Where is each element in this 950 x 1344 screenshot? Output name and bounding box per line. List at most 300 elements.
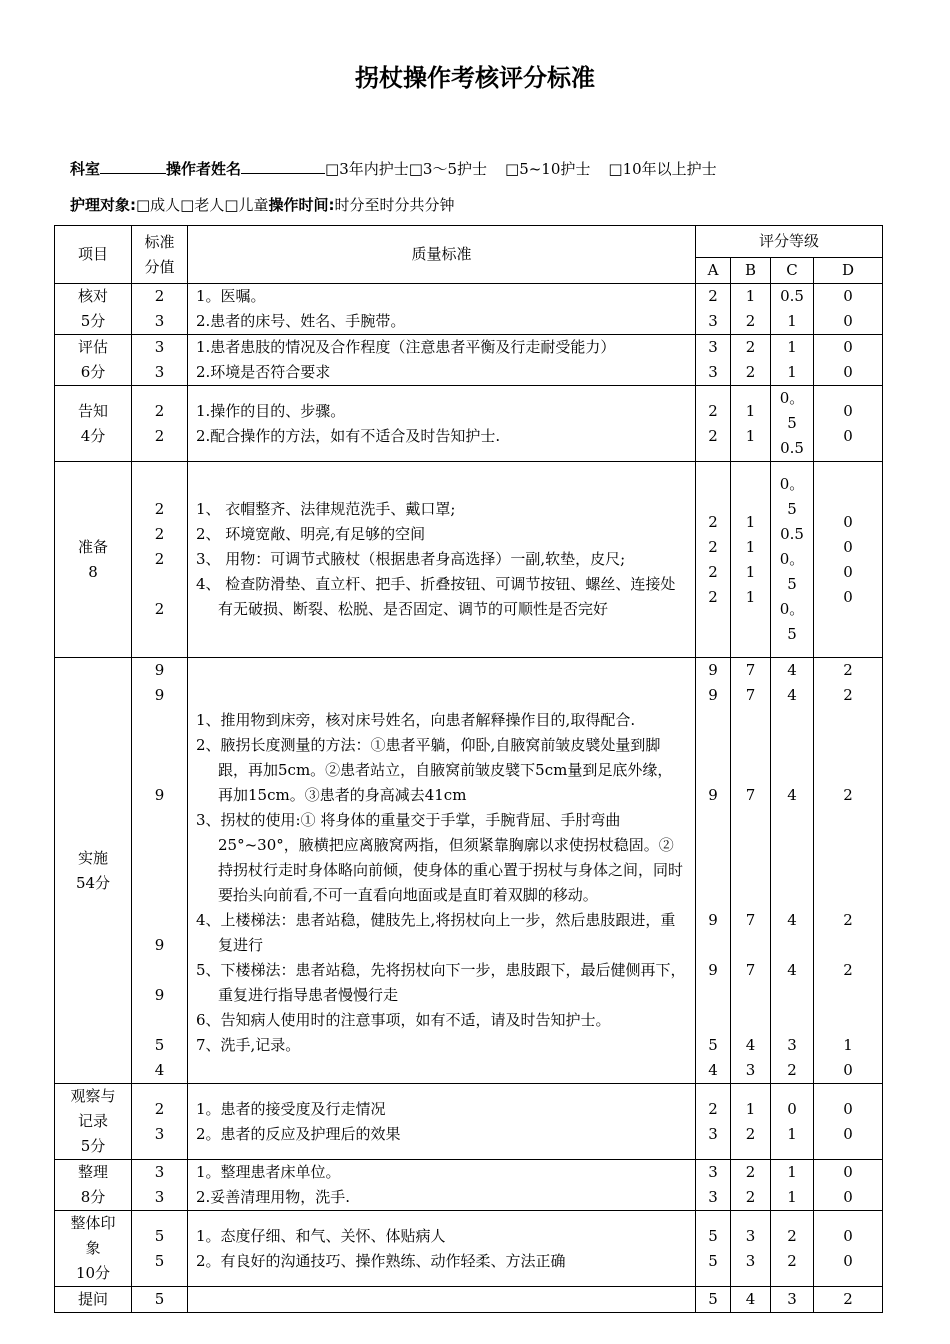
std-score-cell-line <box>132 858 187 883</box>
grade-c-cell <box>771 1287 814 1313</box>
quality-cell <box>188 1211 696 1287</box>
grade-c-cell-line: 1 <box>787 338 797 356</box>
grade-b-cell <box>731 658 771 1084</box>
item-cell <box>55 284 132 335</box>
grade-b-cell-line: 7 <box>745 961 756 979</box>
grade-d-cell-line <box>814 808 882 833</box>
header-level-b: B <box>731 258 771 284</box>
grade-d-cell <box>814 1084 883 1160</box>
grade-c-cell-line: 5 <box>787 625 797 643</box>
grade-d-cell-line: 0 <box>843 401 853 420</box>
std-score-cell-line: 5 <box>154 1036 165 1054</box>
quality-cell-line: 3、拐杖的使用:① 将身体的重量交于手掌，手腕背屈、手肘弯曲25°~30°，腋横把应离腋窝两指，但须紧靠胸廓以求使拐杖稳固。②持拐杖行走时身体略向前倾，使身体的重心置于拐杖与身体之间，同时要抬头向前看,不可一直看向地面或是直盯着双脚的移动。 <box>196 811 684 904</box>
grade-b-cell <box>731 1084 771 1160</box>
table-body <box>55 284 883 1313</box>
header-level-c: C <box>771 258 814 284</box>
grade-d-cell <box>814 658 883 1084</box>
grade-a-cell-line: 3 <box>708 312 718 330</box>
grade-a-cell-line <box>696 733 730 758</box>
std-score-cell <box>132 658 188 1084</box>
grade-b-cell-line: 1 <box>745 512 756 531</box>
item-cell-line: 核对 <box>77 287 108 305</box>
grade-d-cell <box>814 335 883 386</box>
quality-cell <box>188 1160 696 1211</box>
time-text: 时分至时分共分钟 <box>334 196 455 214</box>
grade-b-cell-line: 3 <box>745 1226 756 1245</box>
std-score-cell <box>132 1160 188 1211</box>
grade-a-cell-line: 3 <box>708 363 718 381</box>
quality-cell-line: 1、 衣帽整齐、法律规范洗手、戴口罩; <box>196 500 456 518</box>
grade-c-cell-line: 5 <box>787 414 797 432</box>
grade-a-cell-line: 3 <box>708 1124 718 1143</box>
item-cell-line: 8分 <box>80 1188 106 1206</box>
grade-c-cell-line: 1 <box>787 1124 797 1143</box>
dept-label: 科室 <box>70 160 101 178</box>
operator-label: 操作者姓名 <box>166 160 242 178</box>
std-score-cell-line: 3 <box>154 338 165 356</box>
grade-d-cell-line <box>814 858 882 883</box>
quality-cell-line: 1。患者的接受度及行走情况 <box>196 1099 386 1118</box>
std-score-cell-line: 5 <box>154 1290 165 1308</box>
grade-d-cell-line: 0 <box>843 1251 853 1270</box>
grade-a-cell-line: 9 <box>708 786 718 804</box>
grade-c-cell <box>771 1211 814 1287</box>
grade-b-cell-line <box>731 883 770 908</box>
std-score-cell-line: 3 <box>154 363 165 381</box>
std-score-cell-line: 2 <box>154 500 165 518</box>
grade-a-cell-line <box>696 983 730 1008</box>
quality-cell <box>188 658 696 1084</box>
grade-a-cell-line: 9 <box>708 686 718 704</box>
grade-a-cell <box>696 1287 731 1313</box>
grade-d-cell-line: 0 <box>843 363 853 381</box>
grade-d-cell-line <box>814 933 882 958</box>
grade-a-cell-line: 9 <box>708 911 718 929</box>
table-row <box>55 1160 883 1211</box>
grade-d-cell-line: 2 <box>843 661 853 679</box>
grade-a-cell-line: 9 <box>708 661 718 679</box>
quality-cell-line: 1.患者患肢的情况及合作程度（注意患者平衡及行走耐受能力） <box>196 338 616 356</box>
grade-d-cell-line <box>814 708 882 733</box>
grade-c-cell-line: 0。 <box>779 389 805 407</box>
score-table <box>54 225 883 1313</box>
grade-d-cell-line: 0 <box>843 1163 853 1181</box>
std-score-cell-line: 2 <box>154 426 165 445</box>
grade-a-cell-line <box>696 833 730 858</box>
grade-b-cell-line <box>731 1008 770 1033</box>
grade-d-cell-line: 1 <box>843 1036 853 1054</box>
grade-a-cell <box>696 658 731 1084</box>
grade-d-cell-line: 2 <box>843 961 853 979</box>
quality-cell <box>188 335 696 386</box>
option-2[interactable]: □5~10护士 <box>505 160 591 178</box>
grade-d-cell-line <box>814 1008 882 1033</box>
grade-d-cell-line: 0 <box>843 1099 853 1118</box>
grade-c-cell-line <box>771 758 813 783</box>
quality-cell-line: 1。医嘱。 <box>196 287 266 305</box>
grade-b-cell-line: 2 <box>745 1124 756 1143</box>
item-cell-line: 整体印 <box>70 1214 116 1232</box>
grade-b-cell <box>731 1287 771 1313</box>
quality-cell-line <box>196 1287 687 1312</box>
table-row <box>55 658 883 1084</box>
quality-cell-line: 7、洗手,记录。 <box>196 1036 301 1054</box>
grade-a-cell <box>696 1211 731 1287</box>
grade-b-cell-line: 1 <box>745 401 756 420</box>
grade-c-cell-line: 1 <box>787 1163 797 1181</box>
grade-a-cell <box>696 1160 731 1211</box>
std-score-cell-line <box>132 572 187 597</box>
grade-c-cell-line <box>771 933 813 958</box>
header-grade: 评分等级 <box>696 226 883 258</box>
grade-b-cell-line: 1 <box>745 1099 756 1118</box>
item-cell <box>55 1211 132 1287</box>
std-score-cell-line: 9 <box>154 661 165 679</box>
option-3[interactable]: □10年以上护士 <box>608 160 717 178</box>
grade-a-cell <box>696 335 731 386</box>
grade-c-cell-line: 3 <box>787 1290 797 1308</box>
grade-b-cell-line: 2 <box>745 338 756 356</box>
grade-d-cell-line: 0 <box>843 338 853 356</box>
std-score-cell-line: 5 <box>154 1251 165 1270</box>
dept-blank[interactable] <box>100 159 166 174</box>
grade-d-cell-line: 2 <box>843 1290 853 1308</box>
grade-d-cell-line: 0 <box>843 1188 853 1206</box>
grade-b-cell-line <box>731 983 770 1008</box>
grade-c-cell-line: 0.5 <box>780 287 804 305</box>
quality-cell-line: 4、上楼梯法：患者站稳，健肢先上,将拐杖向上一步，然后患肢跟进，重复进行 <box>196 911 676 954</box>
grade-a-cell-line: 2 <box>708 426 718 445</box>
grade-b-cell-line: 1 <box>745 562 756 581</box>
grade-a-cell-line: 2 <box>708 537 718 556</box>
grade-d-cell-line: 0 <box>843 587 853 606</box>
grade-c-cell <box>771 386 814 462</box>
grade-d-cell <box>814 1211 883 1287</box>
grade-a-cell-line: 5 <box>708 1226 718 1245</box>
info-line-2 <box>70 194 455 215</box>
item-cell-line: 6分 <box>80 363 106 381</box>
grade-c-cell-line: 4 <box>787 911 797 929</box>
quality-cell-line: 1。态度仔细、和气、关怀、体贴病人 <box>196 1226 446 1245</box>
grade-b-cell-line: 7 <box>745 786 756 804</box>
std-score-cell-line <box>132 958 187 983</box>
std-score-cell-line: 9 <box>154 986 165 1004</box>
grade-a-cell-line: 2 <box>708 512 718 531</box>
grade-a-cell-line: 5 <box>708 1290 718 1308</box>
std-score-cell <box>132 1084 188 1160</box>
grade-c-cell-line <box>771 833 813 858</box>
grade-c-cell <box>771 1160 814 1211</box>
grade-c-cell-line: 5 <box>787 575 797 593</box>
header-score-std-2: 分值 <box>144 257 175 276</box>
table-row <box>55 386 883 462</box>
grade-c-cell-line: 0.5 <box>780 439 804 457</box>
item-cell-line: 象 <box>85 1239 101 1257</box>
item-cell-line: 10分 <box>75 1264 111 1282</box>
item-cell-line: 实施 <box>77 848 108 867</box>
grade-a-cell-line: 2 <box>708 287 718 305</box>
quality-cell-line: 2。有良好的沟通技巧、操作熟练、动作轻柔、方法正确 <box>196 1251 566 1270</box>
std-score-cell-line: 9 <box>154 936 165 954</box>
quality-cell-line: 2.配合操作的方法，如有不适合及时告知护士. <box>196 426 501 445</box>
grade-c-cell-line: 1 <box>787 1188 797 1206</box>
quality-cell-line: 5、下楼梯法：患者站稳，先将拐杖向下一步，患肢跟下，最后健侧再下，重复进行指导患者慢慢行走 <box>196 961 686 1004</box>
std-score-cell-line: 5 <box>154 1226 165 1245</box>
table-row <box>55 335 883 386</box>
item-cell <box>55 386 132 462</box>
option-1[interactable]: □3年内护士□3～5护士 <box>325 160 488 178</box>
grade-d-cell-line <box>814 758 882 783</box>
quality-cell-line: 1、推用物到床旁，核对床号姓名，向患者解释操作目的,取得配合. <box>196 711 636 729</box>
std-score-cell-line: 2 <box>154 550 165 568</box>
item-cell-line: 整理 <box>77 1163 108 1181</box>
time-label: 操作时间: <box>268 196 335 214</box>
grade-b-cell <box>731 335 771 386</box>
grade-a-cell-line <box>696 1008 730 1033</box>
grade-a-cell-line: 2 <box>708 1099 718 1118</box>
item-cell <box>55 1084 132 1160</box>
grade-a-cell-line: 5 <box>708 1251 718 1270</box>
std-score-cell-line: 3 <box>154 312 165 330</box>
header-level-a: A <box>696 258 731 284</box>
grade-b-cell <box>731 386 771 462</box>
grade-d-cell <box>814 1160 883 1211</box>
grade-a-cell <box>696 1084 731 1160</box>
item-cell-line: 观察与 <box>70 1087 116 1105</box>
item-cell <box>55 462 132 658</box>
item-cell-line: 提问 <box>77 1290 108 1308</box>
grade-b-cell-line: 2 <box>745 1163 756 1181</box>
grade-b-cell-line: 1 <box>745 587 756 606</box>
quality-cell <box>188 386 696 462</box>
grade-c-cell-line: 4 <box>787 786 797 804</box>
grade-d-cell-line: 2 <box>843 911 853 929</box>
grade-a-cell-line <box>696 858 730 883</box>
grade-b-cell-line <box>731 758 770 783</box>
quality-cell-line: 2.患者的床号、姓名、手腕带。 <box>196 312 406 330</box>
quality-cell-line: 1.操作的目的、步骤。 <box>196 401 346 420</box>
grade-d-cell-line: 0 <box>843 537 853 556</box>
grade-d-cell-line <box>814 833 882 858</box>
grade-b-cell-line <box>731 733 770 758</box>
grade-d-cell <box>814 386 883 462</box>
target-label: 护理对象: <box>70 196 136 214</box>
grade-b-cell-line: 7 <box>745 686 756 704</box>
grade-c-cell-line: 2 <box>787 1226 797 1245</box>
page-title: 拐杖操作考核评分标准 <box>355 64 595 92</box>
table-row <box>55 1287 883 1313</box>
header-quality: 质量标准 <box>188 226 696 284</box>
grade-a-cell-line <box>696 883 730 908</box>
quality-cell-line: 2.妥善清理用物，洗手. <box>196 1188 351 1206</box>
quality-cell-line: 2。患者的反应及护理后的效果 <box>196 1124 401 1143</box>
grade-a-cell-line: 5 <box>708 1036 718 1054</box>
grade-c-cell-line: 3 <box>787 1036 797 1054</box>
quality-cell <box>188 462 696 658</box>
std-score-cell-line <box>132 883 187 908</box>
grade-b-cell-line <box>731 833 770 858</box>
grade-c-cell <box>771 462 814 658</box>
table-row <box>55 462 883 658</box>
grade-c-cell-line <box>771 733 813 758</box>
item-cell-line: 告知 <box>77 401 108 420</box>
grade-a-cell <box>696 462 731 658</box>
grade-d-cell-line: 0 <box>843 1226 853 1245</box>
std-score-cell-line: 3 <box>154 1188 165 1206</box>
grade-b-cell <box>731 284 771 335</box>
grade-d-cell-line: 0 <box>843 1061 853 1079</box>
grade-a-cell-line: 3 <box>708 338 718 356</box>
std-score-cell-line: 2 <box>154 525 165 543</box>
std-score-cell <box>132 284 188 335</box>
grade-d-cell-line <box>814 983 882 1008</box>
item-cell <box>55 1160 132 1211</box>
grade-a-cell <box>696 386 731 462</box>
std-score-cell-line <box>132 758 187 783</box>
quality-cell <box>188 1287 696 1313</box>
quality-cell-line: 4、 检查防滑垫、直立杆、把手、折叠按钮、可调节按钮、螺丝、连接处有无破损、断裂、松脱、是否固定、调节的可顺性是否完好 <box>196 575 676 618</box>
grade-a-cell-line: 3 <box>708 1188 718 1206</box>
grade-c-cell-line <box>771 1008 813 1033</box>
grade-c-cell-line <box>771 808 813 833</box>
std-score-cell-line <box>132 808 187 833</box>
quality-cell-line: 3、 用物：可调节式腋杖（根据患者身高选择）一副,软垫，皮尺; <box>196 550 626 568</box>
item-cell <box>55 335 132 386</box>
item-cell <box>55 1287 132 1313</box>
quality-cell <box>188 284 696 335</box>
std-score-cell-line <box>132 1008 187 1033</box>
grade-d-cell-line: 0 <box>843 287 853 305</box>
grade-c-cell-line: 2 <box>787 1061 797 1079</box>
grade-a-cell-line: 2 <box>708 401 718 420</box>
grade-d-cell-line: 0 <box>843 562 853 581</box>
quality-cell-line: 6、告知病人使用时的注意事项，如有不适，请及时告知护士。 <box>196 1011 611 1029</box>
std-score-cell-line: 2 <box>154 1099 165 1118</box>
grade-b-cell-line: 1 <box>745 426 756 445</box>
std-score-cell-line: 2 <box>154 401 165 420</box>
grade-a-cell-line: 4 <box>708 1061 718 1079</box>
grade-b-cell-line: 2 <box>745 312 756 330</box>
std-score-cell <box>132 386 188 462</box>
quality-cell-line: 2、 环境宽敞、明亮,有足够的空间 <box>196 525 426 543</box>
grade-b-cell-line: 2 <box>745 1188 756 1206</box>
grade-a-cell-line <box>696 708 730 733</box>
grade-a-cell-line <box>696 758 730 783</box>
grade-c-cell-line: 0。 <box>779 600 805 618</box>
grade-c-cell <box>771 335 814 386</box>
std-score-cell-line <box>132 708 187 733</box>
grade-d-cell-line: 2 <box>843 686 853 704</box>
grade-a-cell-line: 2 <box>708 562 718 581</box>
grade-c-cell-line: 1 <box>787 363 797 381</box>
item-cell-line: 评估 <box>77 338 108 356</box>
item-cell-line: 准备 <box>77 537 108 556</box>
grade-c-cell-line <box>771 883 813 908</box>
grade-d-cell-line <box>814 883 882 908</box>
item-cell-line: 8 <box>88 562 98 581</box>
grade-a-cell-line <box>696 933 730 958</box>
grade-d-cell-line: 0 <box>843 426 853 445</box>
header-score-std-1: 标准 <box>144 232 175 251</box>
grade-b-cell-line: 7 <box>745 911 756 929</box>
item-cell-line: 5分 <box>80 1137 106 1155</box>
std-score-cell-line <box>132 833 187 858</box>
grade-b-cell-line: 1 <box>745 287 756 305</box>
operator-blank[interactable] <box>241 159 325 174</box>
quality-cell-line <box>196 683 687 708</box>
grade-a-cell <box>696 284 731 335</box>
std-score-cell-line: 3 <box>154 1124 165 1143</box>
grade-c-cell-line: 4 <box>787 686 797 704</box>
header-level-d: D <box>814 258 883 284</box>
std-score-cell-line: 2 <box>154 600 165 618</box>
table-row <box>55 284 883 335</box>
quality-cell-line: 2、腋拐长度测量的方法：①患者平躺，仰卧,自腋窝前皱皮襞处量到脚跟，再加5cm。②患者站立，自腋窝前皱皮襞下5cm量到足底外缘，再加15cm。③患者的身高减去41cm <box>196 736 673 804</box>
header-score-std <box>132 226 188 284</box>
grade-c-cell-line <box>771 708 813 733</box>
grade-b-cell-line <box>731 808 770 833</box>
grade-b-cell-line: 4 <box>745 1036 756 1054</box>
std-score-cell-line: 9 <box>154 686 165 704</box>
std-score-cell-line <box>132 733 187 758</box>
grade-c-cell-line: 0 <box>787 1099 797 1118</box>
grade-c-cell <box>771 658 814 1084</box>
grade-d-cell-line: 0 <box>843 512 853 531</box>
grade-a-cell-line: 9 <box>708 961 718 979</box>
grade-a-cell-line: 3 <box>708 1163 718 1181</box>
grade-c-cell-line <box>771 858 813 883</box>
std-score-cell-line <box>132 908 187 933</box>
grade-b-cell-line: 3 <box>745 1061 756 1079</box>
std-score-cell-line: 2 <box>154 287 165 305</box>
item-cell-line: 记录 <box>77 1112 108 1130</box>
grade-b-cell <box>731 1211 771 1287</box>
item-cell-line: 54分 <box>75 873 111 892</box>
grade-b-cell-line <box>731 708 770 733</box>
grade-b-cell <box>731 1160 771 1211</box>
grade-c-cell-line: 2 <box>787 1251 797 1270</box>
grade-d-cell-line: 0 <box>843 312 853 330</box>
grade-b-cell-line <box>731 933 770 958</box>
std-score-cell <box>132 335 188 386</box>
grade-b-cell-line: 3 <box>745 1251 756 1270</box>
grade-b-cell-line <box>731 858 770 883</box>
grade-d-cell-line: 2 <box>843 786 853 804</box>
grade-d-cell-line <box>814 733 882 758</box>
grade-c-cell <box>771 284 814 335</box>
grade-c-cell-line: 4 <box>787 661 797 679</box>
grade-b-cell-line: 1 <box>745 537 756 556</box>
std-score-cell <box>132 462 188 658</box>
item-cell-line: 5分 <box>80 312 106 330</box>
item-cell <box>55 658 132 1084</box>
table-row <box>55 1084 883 1160</box>
grade-c-cell-line: 1 <box>787 312 797 330</box>
grade-b-cell-line: 2 <box>745 363 756 381</box>
grade-c-cell-line: 0。 <box>779 475 805 493</box>
item-cell-line: 4分 <box>80 426 106 445</box>
grade-c-cell-line: 4 <box>787 961 797 979</box>
grade-a-cell-line <box>696 808 730 833</box>
std-score-cell <box>132 1287 188 1313</box>
target-options[interactable]: □成人□老人□儿童 <box>136 196 269 214</box>
grade-c-cell-line: 0。 <box>779 550 805 568</box>
std-score-cell-line: 9 <box>154 786 165 804</box>
quality-cell <box>188 1084 696 1160</box>
grade-d-cell <box>814 284 883 335</box>
grade-c-cell-line: 0.5 <box>780 525 804 543</box>
grade-b-cell-line: 7 <box>745 661 756 679</box>
